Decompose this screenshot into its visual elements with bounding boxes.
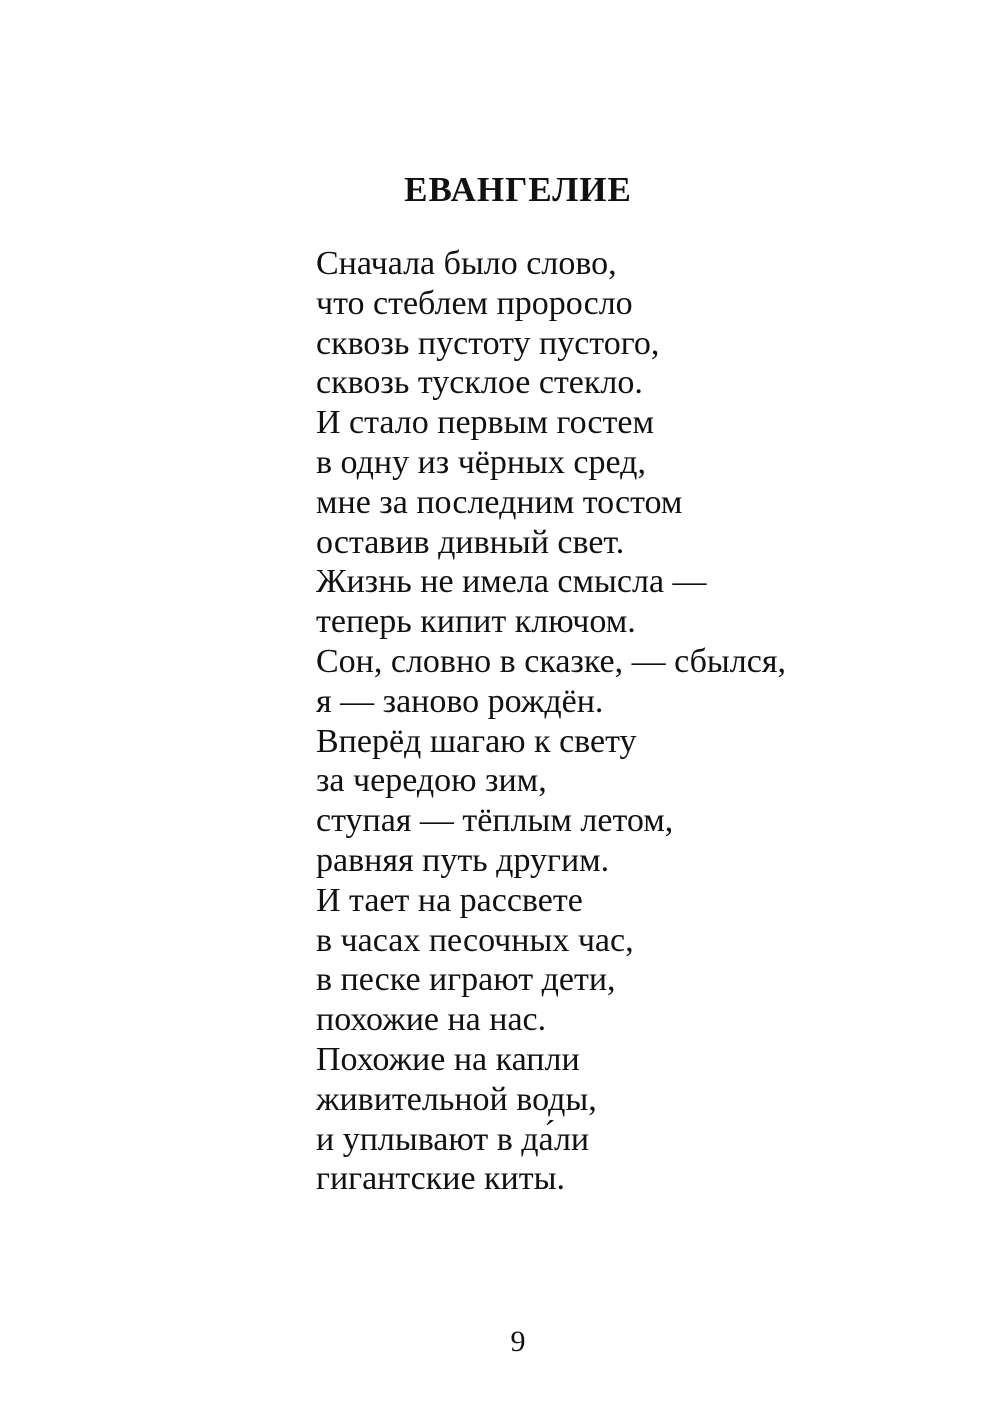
poem-line: И стало первым гостем: [316, 404, 654, 442]
poem-line: в песке играют дети,: [316, 961, 616, 999]
poem-line: И тает на рассвете: [316, 881, 583, 919]
poem-line: живительной воды,: [316, 1080, 597, 1118]
poem-body: [316, 244, 876, 1199]
poem-line: Похожие на капли: [316, 1040, 580, 1078]
poem-line: что стеблем проросло: [316, 284, 633, 322]
poem-line: сквозь тусклое стекло.: [316, 364, 643, 402]
poem-line: гигантские киты.: [316, 1160, 565, 1198]
poem-line: равняя путь другим.: [316, 841, 610, 879]
poem-line: Жизнь не имела смысла —: [316, 563, 707, 601]
poem-line: Сначала было слово,: [316, 245, 617, 282]
poem-title: ЕВАНГЕЛИЕ: [404, 170, 632, 209]
poem-line: теперь кипит ключом.: [316, 603, 636, 641]
poem-line: Вперёд шагаю к свету: [316, 722, 637, 760]
poem-line: мне за последним тостом: [316, 483, 683, 521]
poem-line: Сон, словно в сказке, — сбылся,: [316, 642, 786, 680]
poem-line: похожие на нас.: [316, 1001, 547, 1039]
poem-line: оставив дивный свет.: [316, 523, 625, 561]
poem-line: за чередою зим,: [316, 762, 547, 800]
poem-line: ступая — тёплым летом,: [316, 802, 674, 840]
poem-line: в часах песочных час,: [316, 921, 634, 959]
poem-line: сквозь пустоту пустого,: [316, 324, 660, 362]
poem-line: в одну из чёрных сред,: [316, 443, 646, 481]
poem-line: и уплывают в да́ли: [316, 1120, 590, 1158]
poem-line: я — заново рождён.: [316, 682, 604, 720]
page-number: 9: [510, 1325, 526, 1358]
